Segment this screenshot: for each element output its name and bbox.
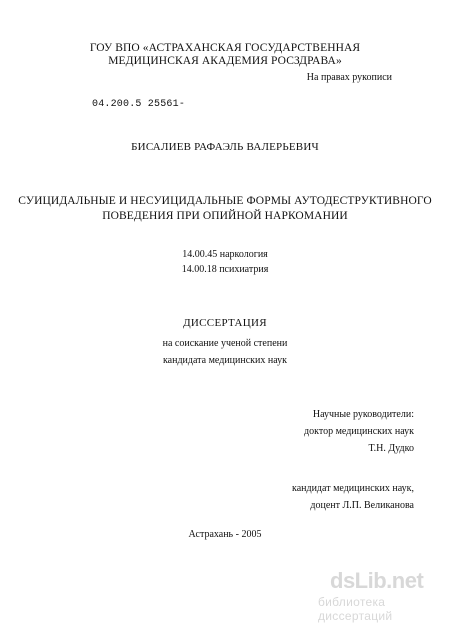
dissertation-title	[0, 194, 450, 224]
title-line-2: ПОВЕДЕНИЯ ПРИ ОПИЙНОЙ НАРКОМАНИИ	[102, 210, 348, 222]
organization-line-2: МЕДИЦИНСКАЯ АКАДЕМИЯ РОСЗДРАВА»	[108, 55, 342, 67]
supervisor-1-degree: доктор медицинских наук	[304, 426, 414, 437]
registration-stamp: 04.200.5 25561-	[92, 99, 186, 110]
supervisors-block	[304, 406, 414, 457]
specialty-codes	[0, 247, 450, 277]
supervisor-2-name: доцент Л.П. Великанова	[310, 500, 414, 511]
organization-line-1: ГОУ ВПО «АСТРАХАНСКАЯ ГОСУДАРСТВЕННАЯ	[89, 42, 361, 54]
watermark	[318, 568, 448, 623]
degree-line-1: на соискание ученой степени	[162, 338, 288, 349]
author-name: БИСАЛИЕВ РАФАЭЛЬ ВАЛЕРЬЕВИЧ	[131, 141, 319, 153]
organization-name	[0, 42, 450, 68]
city-year: Астрахань - 2005	[188, 529, 262, 540]
specialty-psychiatry: 14.00.18 психиатрия	[181, 264, 269, 275]
document-type: ДИССЕРТАЦИЯ	[183, 317, 267, 329]
watermark-subtitle: библиотека диссертаций	[318, 595, 393, 623]
degree-description	[0, 335, 450, 369]
specialty-narcology: 14.00.45 наркология	[182, 249, 268, 260]
rights-note: На правах рукописи	[306, 72, 392, 83]
supervisor-2-degree: кандидат медицинских наук,	[292, 483, 414, 494]
title-line-1: СУИЦИДАЛЬНЫЕ И НЕСУИЦИДАЛЬНЫЕ ФОРМЫ АУТОДЕСТРУКТИВНОГО	[18, 195, 432, 207]
supervisor-2-block	[292, 480, 414, 514]
degree-line-2: кандидата медицинских наук	[162, 355, 288, 366]
supervisor-1-name: Т.Н. Дудко	[368, 443, 414, 454]
watermark-logo: dsLib.net	[330, 568, 424, 593]
supervisors-label: Научные руководители:	[312, 409, 414, 420]
